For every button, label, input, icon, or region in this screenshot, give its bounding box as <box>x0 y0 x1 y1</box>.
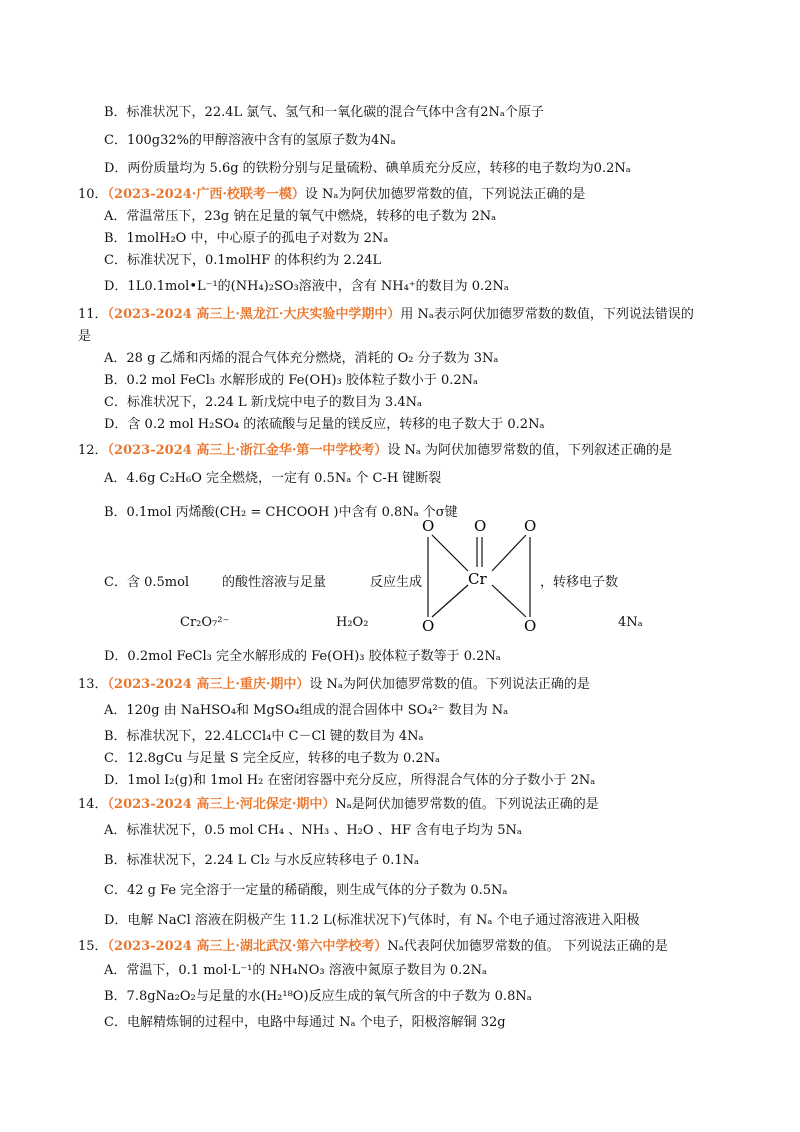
question-12 <box>78 442 672 460</box>
bond-bottom-left <box>432 585 468 617</box>
question-stem: 设 Nₐ 为阿伏加德罗常数的值，下列叙述正确的是 <box>387 443 673 458</box>
q11-option-a: A．28 g 乙烯和丙烯的混合气体充分燃烧，消耗的 O₂ 分子数为 3Nₐ <box>104 351 499 366</box>
q10-option-d: D．1L0.1mol•L⁻¹的(NH₄)₂SO₃溶液中，含有 NH₄⁺的数目为 0.2Nₐ <box>104 279 509 294</box>
q14-option-a: A．标准状况下，0.5 mol CH₄ 、NH₃ 、H₂O 、HF 含有电子均为 5Nₐ <box>104 823 522 838</box>
q15-option-c: C．电解精炼铜的过程中，电路中每通过 Nₐ 个电子，阳极溶解铜 32g <box>104 1015 506 1030</box>
q9-option-c: C．100g32%的甲醇溶液中含有的氢原子数为4Nₐ <box>104 133 396 148</box>
question-13 <box>78 676 590 694</box>
question-stem: 设 Nₐ为阿伏加德罗常数的值。下列说法正确的是 <box>309 677 590 692</box>
q12-option-c-part1: C．含 0.5mol <box>104 575 190 590</box>
question-15 <box>78 938 668 956</box>
question-11 <box>78 306 694 324</box>
q10-option-c: C．标准状况下，0.1molHF 的体积约为 2.24L <box>104 253 382 268</box>
cro5-structure-diagram <box>418 517 542 635</box>
cro5-structure-svg <box>418 517 542 635</box>
q15-option-a: A．常温下，0.1 mol·L⁻¹的 NH₄NO₃ 溶液中氮原子数目为 0.2Nₐ <box>104 963 487 978</box>
question-number: 11． <box>78 307 108 322</box>
question-stem: Nₐ是阿伏加德罗常数的值。下列说法正确的是 <box>335 797 599 812</box>
q14-option-d: D．电解 NaCl 溶液在阴极产生 11.2 L(标准状况下)气体时，有 Nₐ 个电子通过溶液进入阳极 <box>104 913 640 928</box>
atom-o-top-left: O <box>422 517 435 535</box>
q14-option-c: C．42 g Fe 完全溶于一定量的稀硝酸，则生成气体的分子数为 0.5Nₐ <box>104 883 508 898</box>
hydrogen-peroxide-formula: H₂O₂ <box>336 615 369 630</box>
q13-option-a: A．120g 由 NaHSO₄和 MgSO₄组成的混合固体中 SO₄²⁻ 数目为 Nₐ <box>104 703 509 718</box>
q11-option-d: D．含 0.2 mol H₂SO₄ 的浓硫酸与足量的镁反应，转移的电子数大于 0.2Nₐ <box>104 417 545 432</box>
question-stem: 设 Nₐ为阿伏加德罗常数的值，下列说法正确的是 <box>304 187 586 202</box>
q10-option-b: B．1molH₂O 中，中心原子的孤电子对数为 2Nₐ <box>104 231 389 246</box>
q12-option-a: A．4.6g C₂H₆O 完全燃烧，一定有 0.5Nₐ 个 C-H 键断裂 <box>104 471 442 486</box>
bond-bottom-right <box>492 585 526 617</box>
electron-count-value: 4Nₐ <box>618 615 643 630</box>
q13-option-c: C．12.8gCu 与足量 S 完全反应，转移的电子数为 0.2Nₐ <box>104 751 441 766</box>
question-number: 15． <box>78 939 108 954</box>
q15-option-b: B．7.8gNa₂O₂与足量的水(H₂¹⁸O)反应生成的氧气所含的中子数为 0.8Nₐ <box>104 989 532 1004</box>
question-11-continuation: 是 <box>78 329 92 344</box>
question-10 <box>78 186 585 204</box>
q11-option-c: C．标准状况下，2.24 L 新戊烷中电子的数目为 3.4Nₐ <box>104 395 422 410</box>
atom-o-top-right: O <box>524 517 537 535</box>
dichromate-formula: Cr₂O₇²⁻ <box>180 615 230 630</box>
atom-o-bottom-right: O <box>524 617 537 635</box>
question-source: （2023-2024·广西·校联考一模） <box>107 187 305 202</box>
question-14 <box>78 796 599 814</box>
q12-option-c-part3: 反应生成 <box>370 575 423 590</box>
question-number: 12． <box>78 443 108 458</box>
question-stem: 用 Nₐ表示阿伏加德罗常数的数值，下列说法错误的 <box>400 307 694 322</box>
q10-option-a: A．常温常压下，23g 钠在足量的氧气中燃烧，转移的电子数为 2Nₐ <box>104 209 497 224</box>
question-source: （2023-2024 高三上·河北保定·期中） <box>107 797 336 812</box>
q14-option-b: B．标准状况下，2.24 L Cl₂ 与水反应转移电子 0.1Nₐ <box>104 853 420 868</box>
question-source: （2023-2024 高三上·重庆·期中） <box>107 677 310 692</box>
question-source: （2023-2024 高三上·浙江金华·第一中学校考） <box>107 443 388 458</box>
bond-top-left <box>432 535 468 571</box>
q11-option-b: B．0.2 mol FeCl₃ 水解形成的 Fe(OH)₃ 胶体粒子数小于 0.2Nₐ <box>104 373 479 388</box>
question-stem: Nₐ代表阿伏加德罗常数的值。 下列说法正确的是 <box>387 939 668 954</box>
atom-cr-center: Cr <box>468 570 487 588</box>
q12-option-d: D．0.2mol FeCl₃ 完全水解形成的 Fe(OH)₃ 胶体粒子数等于 0.2Nₐ <box>104 649 501 664</box>
atom-o-top-mid: O <box>474 517 487 535</box>
q13-option-b: B．标准状况下，22.4LCCl₄中 C－Cl 键的数目为 4Nₐ <box>104 729 424 744</box>
bond-top-right <box>492 535 526 571</box>
question-number: 10． <box>78 187 108 202</box>
question-source: （2023-2024 高三上·黑龙江·大庆实验中学期中） <box>107 307 401 322</box>
question-number: 14． <box>78 797 108 812</box>
q9-option-d: D．两份质量均为 5.6g 的铁粉分别与足量硫粉、碘单质充分反应，转移的电子数均为0.2Nₐ <box>104 161 631 176</box>
atom-o-bottom-left: O <box>422 617 435 635</box>
question-source: （2023-2024 高三上·湖北武汉·第六中学校考） <box>107 939 388 954</box>
question-number: 13． <box>78 677 108 692</box>
q9-option-b: B．标准状况下，22.4L 氯气、氢气和一氧化碳的混合气体中含有2Nₐ个原子 <box>104 105 544 120</box>
q13-option-d: D．1mol I₂(g)和 1mol H₂ 在密闭容器中充分反应，所得混合气体的分子数小于 2Nₐ <box>104 773 596 788</box>
q12-option-c-part2: 的酸性溶液与足量 <box>222 575 327 590</box>
q12-option-c-part4: ，转移电子数 <box>540 575 619 590</box>
q12-option-b: B．0.1mol 丙烯酸(CH₂ = CHCOOH )中含有 0.8Nₐ 个σ键 <box>104 505 458 520</box>
